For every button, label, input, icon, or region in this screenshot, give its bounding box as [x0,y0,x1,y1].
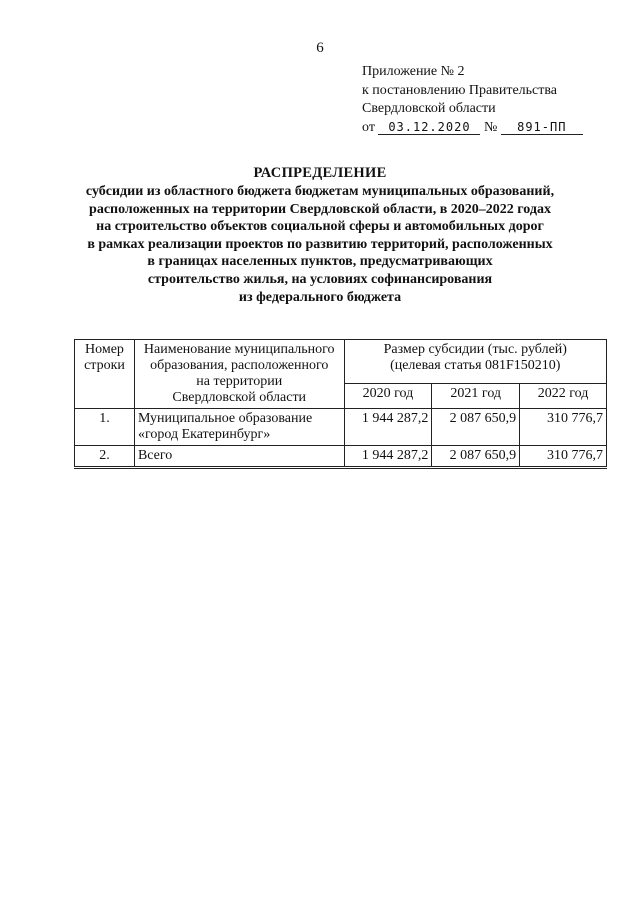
table-row [75,409,607,446]
header-text: Номер [85,342,124,357]
annex-line-1: Приложение № 2 [362,64,465,79]
value-2022-cell: 310 776,7 [520,409,607,446]
heading-line: в рамках реализации проектов по развитию территорий, расположенных [87,236,553,252]
header-year-2021: 2021 год [432,384,520,409]
value-2021-cell: 2 087 650,9 [432,446,520,468]
heading-line: на строительство объектов социальной сферы и автомобильных дорог [96,219,544,235]
heading-line: субсидии из областного бюджета бюджетам муниципальных образований, [85,184,555,199]
annex-line-3: Свердловской области [362,101,496,116]
table-row-total [75,446,607,468]
table-header-row [75,340,607,384]
header-text: на территории [196,374,283,389]
heading-line: в границах населенных пунктов, предусматривающих [147,254,493,270]
page-number: 6 [316,40,324,56]
annex-block [362,63,583,137]
annex-date: 03.12.2020 [378,121,480,135]
row-number-cell: 2. [75,446,135,468]
subsidy-table [74,339,607,469]
header-year-2020: 2020 год [344,384,432,409]
header-text: Размер субсидии (тыс. рублей) [383,342,567,357]
value-2020-cell: 1 944 287,2 [344,409,432,446]
municipality-text: Всего [137,448,173,463]
municipality-text: Муниципальное образование [137,411,313,426]
document-heading [0,164,640,306]
header-text: Наименование муниципального [143,342,335,357]
municipality-cell [134,446,344,468]
municipality-text: «город Екатеринбург» [137,427,271,442]
header-text: строки [84,358,125,373]
header-municipality-name [134,340,344,409]
value-2020-cell: 1 944 287,2 [344,446,432,468]
header-year-2022: 2022 год [520,384,607,409]
header-text: Свердловской области [172,390,307,405]
header-subsidy-size [344,340,606,384]
annex-number: 891-ПП [501,121,583,135]
annex-from-label: от [362,119,375,135]
annex-date-line [362,119,583,138]
annex-line-2: к постановлению Правительства [362,82,558,98]
header-row-number [75,340,135,409]
municipality-cell [134,409,344,446]
annex-number-label: № [483,119,498,135]
value-2021-cell: 2 087 650,9 [432,409,520,446]
heading-line: расположенных на территории Свердловской области, в 2020–2022 годах [89,201,551,217]
row-number-cell: 1. [75,409,135,446]
header-text: (целевая статья 081F150210) [390,358,561,373]
heading-line: из федерального бюджета [238,289,402,305]
heading-line: строительство жилья, на условиях софинансирования [147,271,493,287]
header-text: образования, расположенного [150,358,329,373]
value-2022-cell: 310 776,7 [520,446,607,468]
heading-title: РАСПРЕДЕЛЕНИЕ [253,165,387,181]
